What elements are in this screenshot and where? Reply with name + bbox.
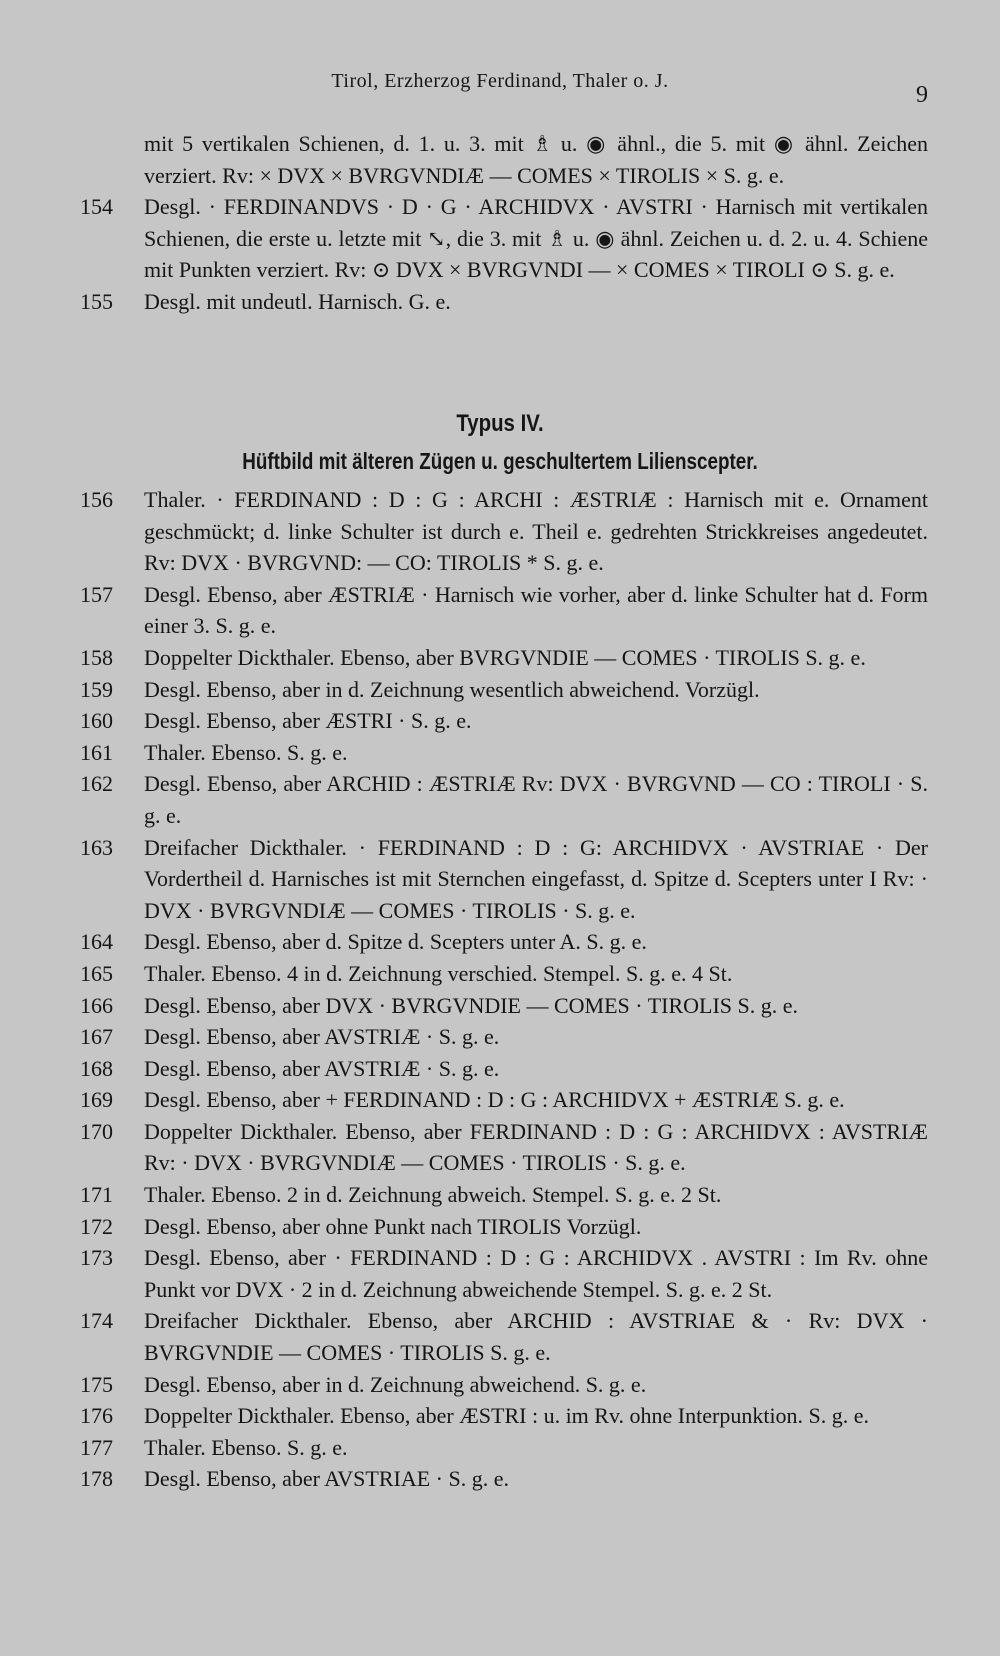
entry-number: 170 bbox=[80, 1118, 113, 1144]
catalog-entry bbox=[80, 958, 928, 990]
entry-number: 160 bbox=[80, 708, 113, 734]
entry-number: 164 bbox=[80, 929, 113, 955]
entry-number: 156 bbox=[80, 487, 113, 512]
entry-text: mit 5 vertikalen Schienen, d. 1. u. 3. mit ♗ u. ◉ ähnl., die 5. mit ◉ ähnl. Zeichen verziert. Rv: × DVX × BVRGVNDIÆ — COMES × TIROLIS × S. g. e. bbox=[144, 131, 928, 188]
entry-number: 162 bbox=[80, 771, 113, 797]
catalog-entry bbox=[80, 1179, 928, 1211]
catalog-entry bbox=[80, 1053, 928, 1085]
entry-number: 177 bbox=[80, 1434, 113, 1460]
entry-text: Dreifacher Dickthaler. Ebenso, aber ARCHID : AVSTRIAE & · Rv: DVX · BVRGVNDIE — COMES · TIROLIS S. g. e. bbox=[144, 1308, 928, 1366]
catalog-entry bbox=[80, 128, 928, 191]
entry-text: Desgl. Ebenso, aber d. Spitze d. Scepters unter A. S. g. e. bbox=[144, 929, 647, 955]
entry-number: 163 bbox=[80, 834, 113, 860]
entry-text: Thaler. Ebenso. 2 in d. Zeichnung abweich. Stempel. S. g. e. 2 St. bbox=[144, 1182, 722, 1208]
section-subtitle: Hüftbild mit älteren Zügen u. geschultertem Lilienscepter. bbox=[242, 448, 758, 474]
entry-text: Desgl. Ebenso, aber AVSTRIÆ · S. g. e. bbox=[144, 1024, 500, 1050]
entry-text: Desgl. Ebenso, aber AVSTRIAE · S. g. e. bbox=[144, 1466, 509, 1492]
catalog-entry bbox=[80, 1463, 928, 1495]
entry-text: Desgl. Ebenso, aber DVX · BVRGVNDIE — COMES · TIROLIS S. g. e. bbox=[144, 992, 799, 1018]
catalog-entry bbox=[80, 768, 928, 831]
entry-list bbox=[80, 484, 928, 1495]
entry-number: 174 bbox=[80, 1308, 113, 1334]
entry-number: 165 bbox=[80, 960, 113, 986]
entry-text: Desgl. Ebenso, aber ARCHID : ÆSTRIÆ Rv: DVX · BVRGVND — CO : TIROLI · S. g. e. bbox=[144, 771, 928, 828]
catalog-entry bbox=[80, 1432, 928, 1464]
entry-number: 173 bbox=[80, 1245, 113, 1271]
catalog-entry bbox=[80, 1084, 928, 1116]
catalog-entry bbox=[80, 286, 928, 318]
entry-number: 161 bbox=[80, 739, 113, 765]
entry-number: 154 bbox=[80, 194, 113, 219]
catalog-entry bbox=[80, 191, 928, 286]
entry-text: Desgl. Ebenso, aber · FERDINAND : D : G : ARCHIDVX . AVSTRI : Im Rv. ohne Punkt vor DVX · 2 in d. Zeichnung abweichende Stempel. S. g. e. 2 St. bbox=[144, 1245, 928, 1302]
entry-text: Desgl. Ebenso, aber ohne Punkt nach TIROLIS Vorzügl. bbox=[144, 1213, 642, 1239]
entry-text: Thaler. · FERDINAND : D : G : ARCHI : ÆSTRIÆ : Harnisch mit e. Ornament geschmückt; d. linke Schulter ist durch e. Theil e. gedrehten Strickkreises angedeutet. Rv: DVX · BVRGVND: — CO: TIROLIS * S. g. e. bbox=[144, 487, 928, 576]
catalog-entry bbox=[80, 1021, 928, 1053]
running-title: Tirol, Erzherzog Ferdinand, Thaler o. J. bbox=[331, 70, 669, 92]
entry-number: 176 bbox=[80, 1403, 113, 1429]
entry-number: 175 bbox=[80, 1371, 113, 1397]
entry-text: Desgl. · FERDINANDVS · D · G · ARCHIDVX · AVSTRI · Harnisch mit vertikalen Schienen, die erste u. letzte mit ⤡, die 3. mit ♗ u. ◉ ähnl. Zeichen u. d. 2. u. 4. Schiene mit Punkten verziert. Rv: ⊙ DVX × BVRGVNDI — × COMES × TIROLI ⊙ S. g. e. bbox=[144, 194, 928, 282]
entry-number: 157 bbox=[80, 581, 113, 607]
catalog-entry bbox=[80, 1242, 928, 1305]
catalog-entry bbox=[80, 1369, 928, 1401]
entry-text: Desgl. Ebenso, aber ÆSTRIÆ · Harnisch wie vorher, aber d. linke Schulter hat d. Form einer 3. S. g. e. bbox=[144, 581, 928, 639]
catalog-entry bbox=[80, 926, 928, 958]
entry-text: Desgl. Ebenso, aber ÆSTRI · S. g. e. bbox=[144, 708, 472, 734]
entry-number: 158 bbox=[80, 644, 113, 670]
entry-text: Doppelter Dickthaler. Ebenso, aber FERDINAND : D : G : ARCHIDVX : AVSTRIÆ Rv: · DVX · BVRGVNDIÆ — COMES · TIROLIS · S. g. e. bbox=[144, 1118, 928, 1176]
entry-number: 155 bbox=[80, 288, 113, 314]
page-number: 9 bbox=[916, 82, 928, 108]
entry-number: 159 bbox=[80, 676, 113, 702]
catalog-entry bbox=[80, 705, 928, 737]
entry-text: Desgl. mit undeutl. Harnisch. G. e. bbox=[144, 288, 451, 314]
entry-number: 171 bbox=[80, 1182, 113, 1208]
section-title: Typus IV. bbox=[456, 410, 544, 437]
catalog-entry bbox=[80, 1400, 928, 1432]
catalog-entry bbox=[80, 1116, 928, 1179]
catalog-entry bbox=[80, 832, 928, 927]
catalog-entry bbox=[80, 737, 928, 769]
entry-number: 167 bbox=[80, 1024, 113, 1050]
catalog-entry bbox=[80, 642, 928, 674]
entry-text: Dreifacher Dickthaler. · FERDINAND : D : G: ARCHIDVX · AVSTRIAE · Der Vordertheil d. Harnisches ist mit Sternchen eingefasst, d. Spitze d. Scepters unter I Rv: · DVX · BVRGVNDIÆ — COMES · TIROLIS · S. g. e. bbox=[144, 834, 928, 923]
catalog-entry bbox=[80, 1305, 928, 1368]
entry-number: 169 bbox=[80, 1087, 113, 1113]
entry-text: Desgl. Ebenso, aber AVSTRIÆ · S. g. e. bbox=[144, 1055, 500, 1081]
catalog-entry bbox=[80, 990, 928, 1022]
entry-number bbox=[80, 128, 144, 191]
entry-text: Thaler. Ebenso. S. g. e. bbox=[144, 739, 348, 765]
entry-text: Doppelter Dickthaler. Ebenso, aber BVRGVNDIE — COMES · TIROLIS S. g. e. bbox=[144, 644, 866, 670]
entry-text: Thaler. Ebenso. 4 in d. Zeichnung verschied. Stempel. S. g. e. 4 St. bbox=[144, 960, 733, 986]
catalog-entry bbox=[80, 1211, 928, 1243]
catalog-entry bbox=[80, 579, 928, 642]
entry-text: Desgl. Ebenso, aber in d. Zeichnung wesentlich abweichend. Vorzügl. bbox=[144, 676, 760, 702]
entry-number: 168 bbox=[80, 1055, 113, 1081]
catalog-entry bbox=[80, 674, 928, 706]
entry-text: Desgl. Ebenso, aber in d. Zeichnung abweichend. S. g. e. bbox=[144, 1371, 647, 1397]
entry-number: 172 bbox=[80, 1213, 113, 1239]
entry-number: 178 bbox=[80, 1466, 113, 1492]
top-entry-list bbox=[80, 128, 928, 317]
entry-text: Thaler. Ebenso. S. g. e. bbox=[144, 1434, 348, 1460]
entry-text: Doppelter Dickthaler. Ebenso, aber ÆSTRI : u. im Rv. ohne Interpunktion. S. g. e. bbox=[144, 1403, 870, 1429]
entry-number: 166 bbox=[80, 992, 113, 1018]
catalog-entry bbox=[80, 484, 928, 579]
entry-text: Desgl. Ebenso, aber + FERDINAND : D : G : ARCHIDVX + ÆSTRIÆ S. g. e. bbox=[144, 1087, 845, 1113]
